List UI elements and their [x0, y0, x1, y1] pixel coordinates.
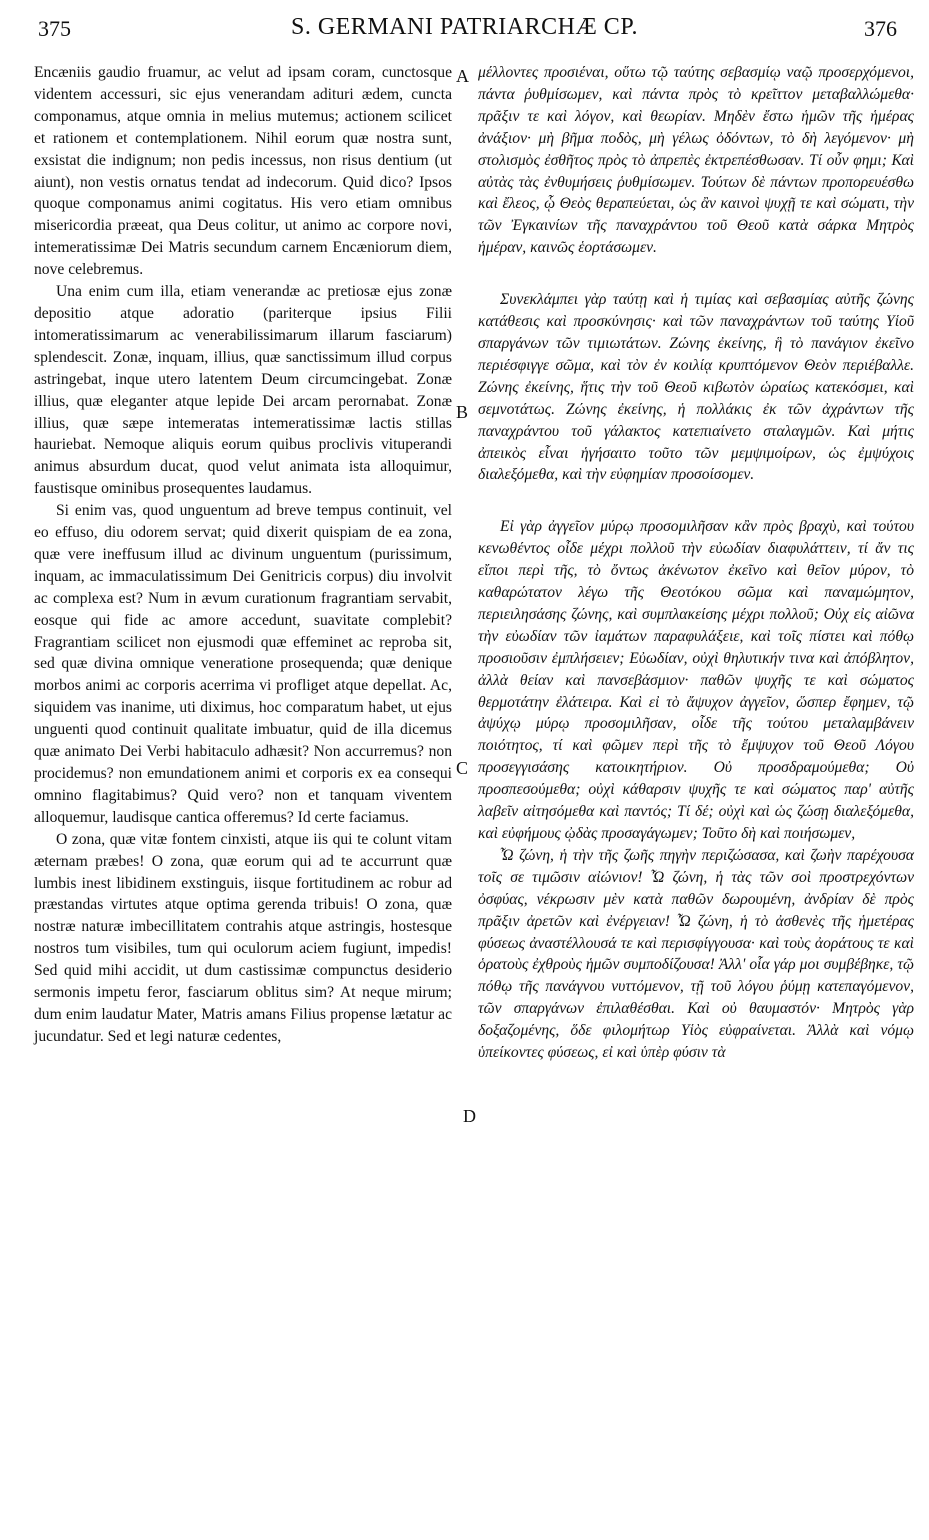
latin-column	[34, 62, 452, 1048]
page-header	[0, 8, 929, 48]
margin-marker-a: A	[456, 66, 469, 86]
latin-paragraph: O zona, quæ vitæ fontem cinxisti, atque iis qui te colunt vitam æternam præbes! O zona, quæ eorum qui ad te accurrunt quæ lumbis inest libidinem exstinguis, iisque fortitudinem ac robur ad præstandas virtutes atque optima gerenda tribuis! O zona, quæ nostræ naturæ imbecillitatem contrahis atque astringis, hostesque nostros tum visibiles, tum qui oculorum aciem fugiunt, impedis! Sed quid mihi accidit, ut dum castissimæ compunctus desiderio sermonis impetu feror, fasciarum oblitus sim? At neque mirum; dum enim laudatur Mater, Matris amans Filius propense lætatur ac jucundatur. Sed et legi naturæ cedentes,	[34, 830, 452, 1045]
margin-marker-b: B	[456, 402, 469, 422]
running-title: S. GERMANI PATRIARCHÆ CP.	[290, 14, 639, 40]
greek-paragraph: Εἰ γὰρ ἀγγεῖον μύρῳ προσομιλῆσαν κἂν πρὸς βραχὺ, καὶ τούτου κενωθέντος οἶδε μέχρι πολλοῦ τὴν εὐωδίαν διαφυλάττειν, τί ἄν τις εἴποι περὶ τῆς, τὸ ὄντως ἀκένωτον ἐκεῖνο καὶ θεῖον μύρον, τὸ καθαρώτατον λέγω τῆς Θεοτόκου σῶμα καὶ παναμώμητον, περιειλησάσης ζώνης, καὶ συμπλακείσης μέχρι πολλοῦ; Οὐχ εἰς αἰῶνα τὴν εὐωδίαν τῶν ἰαμάτων παραφυλάξειε, καὶ τοῖς πίστει καὶ πόθῳ προσιοῦσιν ἐμπλήσειεν; Εὐωδίαν, οὐχὶ θηλυτικήν τινα καὶ ἀπόβλητον, ἀλλὰ θείαν καὶ πανσεβάσμιον· παθῶν ψυχῆς τε καὶ σώματος θερμοτάτην ἐλάτειρα. Καὶ εἰ τὸ ἄψυχον ἀγγεῖον, ὥσπερ ἔφημεν, τῷ ἀψύχῳ μύρῳ προσομιλῆσαν, οἶδε τῆς τούτου μεταλαμβάνειν ποιότητος, τί καὶ φῶμεν περὶ τῆς τὸ ἔμψυχον τοῦ Θεοῦ Λόγου προσεγγισάσης κατοικητήριον. Οὐ προσδραμούμεθα; Οὐ προσπεσούμεθα; οὐχὶ κάθαρσιν ψυχῆς τε καὶ σώματος παρ' αὐτῆς λαβεῖν αἰτησόμεθα καὶ παντός; Τί δέ; οὐχὶ καὶ ὡς ζώσῃ διαλεξόμεθα, καὶ εὐφήμους ᾠδὰς προσαγάγωμεν; Τοῦτο δὴ καὶ ποιήσωμεν,	[478, 518, 914, 842]
latin-paragraph: Si enim vas, quod unguentum ad breve tempus continuit, vel eo effuso, diu odorem servat; quid dixerit quispiam de ea zona, quæ vere ineffusum illud ac divinum unguentum (purissimum, inquam, ac immaculatissimum Dei Genitricis corpus) diu involvit ac complexa est? Num in ævum curationum fragrantiam servabit, eosque qui fide ac amore accedunt, suavitate complebit? Fragrantiam scilicet non ejusmodi quæ effeminet ac reproba sit, sed quæ divina omnique veneratione prosequenda; quæ denique morbos animi ac corporis acerrima vi profliget atque depellat. Ac, siquidem vas inanime, uti diximus, hoc comparatum habet, ut ejus unguenti quod continuit qualitate imbuatur, quid de illa dicemus quæ animato Dei Verbi habitaculo adhæsit? Non accurremus? non procidemus? non emundationem animi et corporis ex ea consequi omnino flagitabimus? Quid vero? non et tanquam viventem alloquemur, laudisque cantica offeremus? Id certe faciamus.	[34, 502, 452, 826]
greek-paragraph: Ὦ ζώνη, ἡ τὴν τῆς ζωῆς πηγὴν περιζώσασα, καὶ ζωὴν παρέχουσα τοῖς σε τιμῶσιν αἰώνιον! Ὦ ζώνη, ἡ τὰς τῶν σοὶ προστρεχόντων ὀσφύας, νέκρωσιν μὲν κατὰ παθῶν δωρουμένη, ἀνδρίαν δὲ πρὸς πρᾶξιν ἀρετῶν καὶ ἐνέργειαν! Ὦ ζώνη, ἡ τὸ ἀσθενὲς τῆς ἡμετέρας φύσεως ἀναστέλλουσά τε καὶ περισφίγγουσα· καὶ τοὺς ἀοράτους τε καὶ ὁρατοὺς ἐχθροὺς ἡμῶν συμποδίζουσα! Ἀλλ' οἷα γάρ μοι συμβέβηκε, τῷ πόθῳ τῆς πανάγνου νυττόμενον, τῇ τοῦ λόγου ῥύμῃ κατεπαγόμενον, τῶν σπαργάνων ἐπιλαθέσθαι. Καὶ οὐ θαυμαστόν· Μητρὸς γὰρ δοξαζομένης, ὅδε φιλομήτωρ Υἱὸς εὐφραίνεται. Ἀλλὰ καὶ νόμῳ ὑπείκοντες φύσεως, εἰ καὶ ὑπὲρ φύσιν τὰ	[478, 846, 914, 1062]
latin-paragraph: Encæniis gaudio fruamur, ac velut ad ipsam coram, cunctosque videntem accessuri, sic ejus venerandam adituri ædem, cuncta componamus, atque omnia in melius mutemus; actionem scilicet et rationem et contemplationem. Nihil eorum quæ nostra sunt, exsistat die indignum; non pedis incessus, non risus dentium (ut aiunt), non vestis ornatus tendat ad indecorum. Quid dico? Ipsos quoque componamus animi cogitatus. His vero etiam omnibus misericordia præeat, qua Deus colitur, ut animo ac corpore novi, intemeratissimæ Dei Matris secundum carnem Encæniorum diem, nove celebremus.	[34, 64, 452, 279]
greek-paragraph: Συνεκλάμπει γὰρ ταύτῃ καὶ ἡ τιμίας καὶ σεβασμίας αὐτῆς ζώνης κατάθεσις καὶ προσκύνησις· καὶ τῶν παναχράντων τοῦ ταύτης Υἱοῦ σπαργάνων τῶν τιμιωτάτων. Ζώνης ἐκείνης, ἣ τὸ πανάγιον ἐκεῖνο περιέσφιγγε σῶμα, καὶ τὸν ἐν κοιλίᾳ κρυπτόμενον Θεὸν περιέβαλλε. Ζώνης ἐκείνης, ἥτις τὴν τοῦ Θεοῦ κιβωτὸν ὡραίως κατεκόσμει, καὶ σεμνοτάτως. Ζώνης ἐκείνης, ἡ πολλάκις ἐκ τῶν ἀχράντων τῆς παναχράντου τοῦ γάλακτος κατεπιαίνετο σταλαγμῶν. Καὶ μήτις ἀπεικὸς εἶναι ἡγήσαιτο τοῦτο τῶν μεμψιμοίρων, ὡς ἐμψύχοις διαλεξόμεθα, καὶ τὴν εὐφημίαν προσοίσομεν.	[478, 291, 914, 484]
page-number-right: 376	[864, 16, 897, 41]
margin-marker-d: D	[463, 1106, 476, 1126]
paragraph-gap	[478, 486, 914, 516]
greek-paragraph: μέλλοντες προσιέναι, οὕτω τῷ ταύτης σεβασμίῳ ναῷ προσερχόμενοι, πάντα ῥυθμίσωμεν, καὶ πάντα πρὸς τὸ κρεῖττον μεταβαλλώμεθα· πρᾶξιν τε καὶ λόγον, καὶ θεωρίαν. Μηδὲν ἔστω ἡμῶν τῆς ἡμέρας ἀνάξιον· μὴ βῆμα ποδὸς, μὴ γέλως ὀδόντων, τὸ δὴ λεγόμενον· μὴ στολισμὸς ἐσθῆτος πρὸς τὸ ἀπρεπὲς ἐκτρεπέσθωσαν. Τί οὖν φημι; Καὶ αὐτὰς τὰς ἐνθυμήσεις ῥυθμίσωμεν. Τούτων δὲ πάντων προπορευέσθω καὶ ἔλεος, ᾧ Θεὸς θεραπεύεται, ὡς ἂν καινοὶ ψυχῇ τε καὶ σώματι, τὴν τῶν Ἐγκαινίων τῆς παναχράντου τοῦ Θεοῦ κατὰ σάρκα Μητρὸς ἡμέραν, καινῶς ἑορτάσωμεν.	[478, 64, 914, 257]
page-number-left: 375	[38, 16, 71, 41]
paragraph-gap	[478, 259, 914, 289]
margin-marker-c: C	[456, 758, 469, 778]
latin-paragraph: Una enim cum illa, etiam venerandæ ac pretiosæ ejus zonæ depositio atque adoratio (pariterque ipsius Filii intomeratissimarum ac venerabilissimarum illarum fasciarum) splendescit. Zonæ, inquam, illius, quæ sanctissimum illud corpus astringebat, inque utero latentem Deum circumcingebat. Zonæ illius, quæ eleganter atque lepide Dei arcam perornabat. Zonæ illius, quæ sæpe intemeratas intemeratissimæ lactis stillas hauriebat. Nemoque aliquis eorum quibus proclivis vituperandi animus absurdum ducat, quod velut animata ista alloquimur, faustisque ominibus prosequentes laudamus.	[34, 283, 452, 498]
greek-column	[478, 62, 914, 1064]
